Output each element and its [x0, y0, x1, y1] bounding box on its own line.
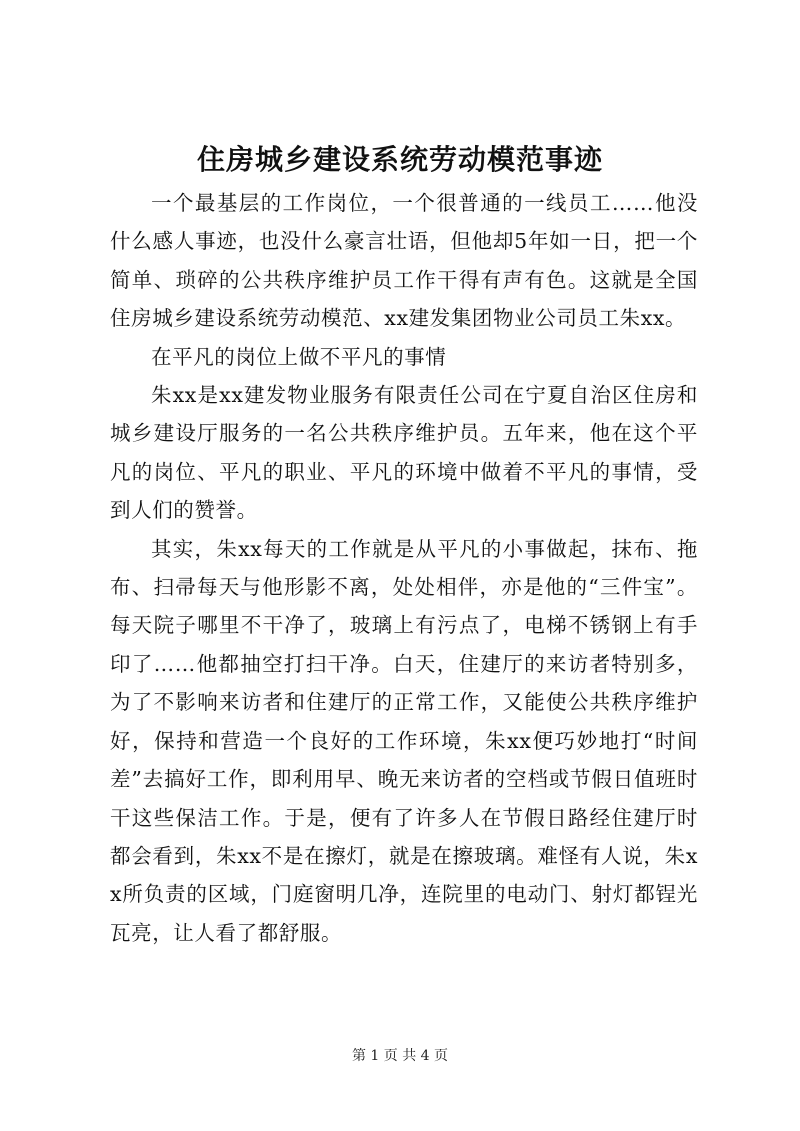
page-number: 第 1 页 共 4 页 — [351, 1048, 449, 1064]
body-paragraph: 朱xx是xx建发物业服务有限责任公司在宁夏自治区住房和城乡建设厅服务的一名公共秩序维护员。五年来，他在这个平凡的岗位、平凡的职业、平凡的环境中做着不平凡的事情，受到人们的赞誉。 — [110, 383, 698, 523]
body-paragraph: 其实，朱xx每天的工作就是从平凡的小事做起，抹布、拖布、扫帚每天与他形影不离，处处相伴，亦是他的“三件宝”。每天院子哪里不干净了，玻璃上有污点了，电梯不锈钢上有手印了……他都抽空打扫干净。白天，住建厅的来访者特别多，为了不影响来访者和住建厅的正常工作，又能使公共秩序维护好，保持和营造一个良好的工作环境，朱xx便巧妙地打“时间差”去搞好工作，即利用早、晚无来访者的空档或节假日值班时干这些保洁工作。于是，便有了许多人在节假日路经住建厅时都会看到，朱xx不是在擦灯，就是在擦玻璃。难怪有人说，朱xx所负责的区域，门庭窗明几净，连院里的电动门、射灯都锃光瓦亮，让人看了都舒服。 — [110, 536, 698, 945]
section-heading: 在平凡的岗位上做不平凡的事情 — [151, 344, 447, 369]
intro-paragraph: 一个最基层的工作岗位，一个很普通的一线员工……他没什么感人事迹，也没什么豪言壮语，但他却5年如一日，把一个简单、琐碎的公共秩序维护员工作干得有声有色。这就是全国住房城乡建设系统劳动模范、xx建发集团物业公司员工朱xx。 — [110, 191, 698, 331]
document-title: 住房城乡建设系统劳动模范事迹 — [196, 143, 603, 176]
document-body — [110, 184, 698, 952]
